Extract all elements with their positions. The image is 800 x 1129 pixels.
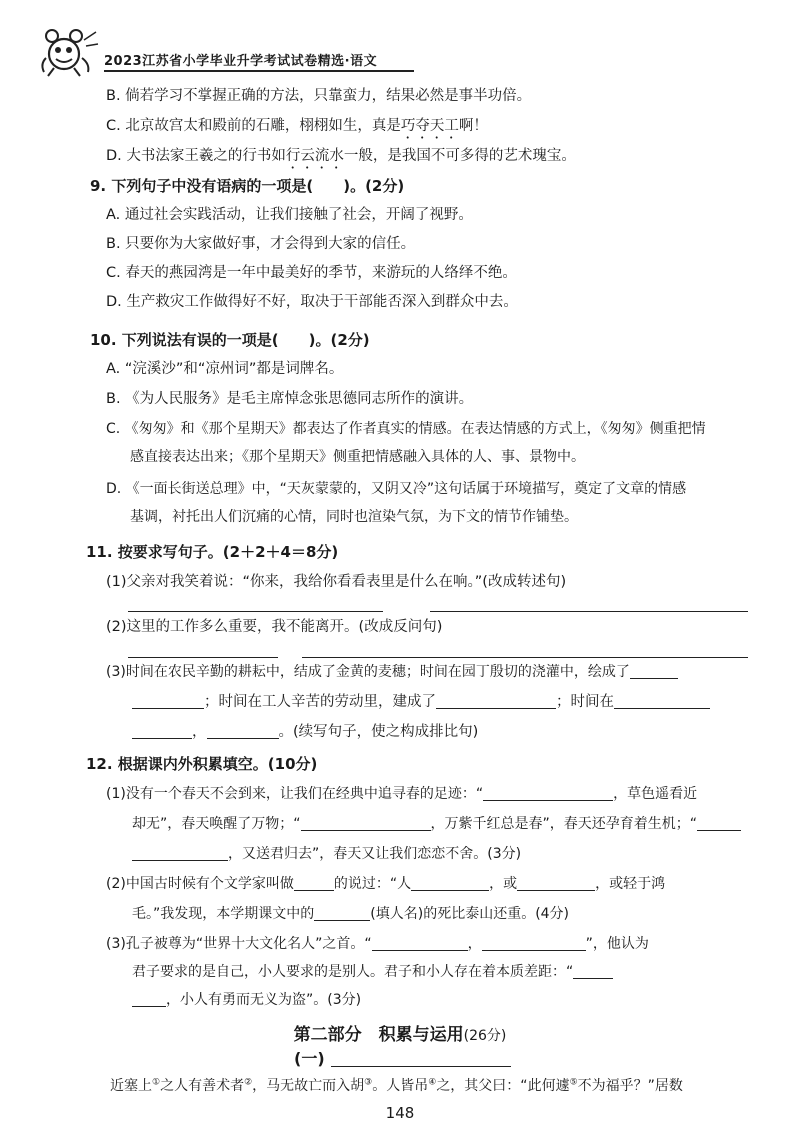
q12-part2-blank-3[interactable] <box>517 874 595 891</box>
q11-part3-line1 <box>106 662 678 682</box>
q10-option-d-line1: D. 《一面长街送总理》中，“天灰蒙蒙的，又阴又冷”这句话属于环境描写，奠定了文章的情感 <box>106 481 687 497</box>
q8-option-c-tail: 啊！ <box>458 118 488 134</box>
q11-part3-end: ；时间在 <box>556 694 614 710</box>
passage-title-blank[interactable] <box>331 1050 511 1067</box>
q12-part1-line3 <box>132 844 521 864</box>
q11-part3-blank-3[interactable] <box>614 692 710 709</box>
page-number: 148 <box>385 1104 415 1122</box>
q9-option-b: B. 只要你为大家做好事，才会得到大家的信任。 <box>106 236 416 252</box>
q11-part2-answer-line-a[interactable] <box>128 657 278 658</box>
q12-part2-line1 <box>106 874 665 894</box>
section-2-title-text: 第二部分 积累与运用 <box>293 1025 464 1045</box>
q12-part2-blank-2[interactable] <box>411 874 489 891</box>
q12-part3-tail: ”，他认为 <box>585 936 649 952</box>
q11-part1: (1)父亲对我笑着说：“你来，我给你看看表里是什么在响。”(改成转述句) <box>106 574 567 590</box>
q12-part2-blank-4[interactable] <box>314 904 370 921</box>
q11-part3-text: (3)时间在农民辛勤的耕耘中，结成了金黄的麦穗；时间在园丁殷切的浇灌中，绘成了 <box>106 664 630 680</box>
q11-part1-answer-line-b[interactable] <box>430 611 748 612</box>
q11-part1-answer-line-a[interactable] <box>128 611 383 612</box>
q12-part1-line1 <box>106 784 697 804</box>
section-2-points: (26分) <box>463 1028 507 1044</box>
q12-part1-line2-mid: ，万紫千红总是春”，春天还孕育着生机；“ <box>430 816 698 832</box>
q11-stem: 11. 按要求写句子。(2＋2＋4＝8分) <box>86 543 339 561</box>
passage-subtitle <box>294 1046 511 1069</box>
passage-text-6: 不为福乎？”居数 <box>577 1078 683 1094</box>
passage-text-2: 之人有善术者 <box>160 1078 245 1094</box>
passage-line-1 <box>110 1076 683 1096</box>
footnote-marker-2: ② <box>244 1077 253 1088</box>
q12-part2-text: (2)中国古时候有个文学家叫做 <box>106 876 294 892</box>
footnote-marker-4: ④ <box>428 1077 437 1088</box>
passage-text-4: 。人皆吊 <box>372 1078 429 1094</box>
q12-part3-blank-2[interactable] <box>482 934 586 951</box>
q12-part1-line2 <box>132 814 741 834</box>
footnote-marker-1: ① <box>152 1077 161 1088</box>
q11-part3-blank-1b[interactable] <box>132 692 204 709</box>
q12-part3-line1: (3)孔子被尊为“世界十大文化名人”之首。“ ， ”，他认为 <box>106 936 649 952</box>
q12-part3-text: (3)孔子被尊为“世界十大文化名人”之首。“ <box>106 936 372 952</box>
q12-part1-line3-text: ，又送君归去”，春天又让我们恋恋不舍。(3分) <box>228 846 522 862</box>
q8-option-c <box>106 116 488 142</box>
q10-option-d-line2: 基调，衬托出人们沉痛的心情，同时也渲染气氛，为下文的情节作铺垫。 <box>130 509 578 525</box>
header-title: 2023江苏省小学毕业升学考试试卷精选·语文 <box>104 54 378 69</box>
q12-part1-blank-3b[interactable] <box>132 844 228 861</box>
alarm-clock-mascot-icon <box>38 28 100 78</box>
footnote-marker-3: ③ <box>364 1077 373 1088</box>
q11-part3-blank-4[interactable] <box>207 722 279 739</box>
q11-part3-mid: ；时间在工人辛苦的劳动里，建成了 <box>204 694 436 710</box>
q8-option-b: B. 倘若学习不掌握正确的方法，只靠蛮力，结果必然是事半功倍。 <box>106 88 532 104</box>
page-header <box>38 28 398 78</box>
q12-part2-mid2: ，或 <box>489 876 518 892</box>
q8-option-c-emphasis: 巧夺天工 <box>400 118 459 134</box>
q8-option-d-text: D. 大书法家王羲之的行书如 <box>106 148 286 164</box>
q8-option-d-emphasis: 行云流水 <box>285 148 344 164</box>
q12-part1-blank-3[interactable] <box>697 814 741 831</box>
q11-part3-blank-1[interactable] <box>630 662 678 679</box>
q11-part2: (2)这里的工作多么重要，我不能离开。(改成反问句) <box>106 619 443 635</box>
q11-part2-answer-line-b[interactable] <box>302 657 748 658</box>
q11-part3-instruction: 。(续写句子，使之构成排比句) <box>278 724 479 740</box>
q12-part3-blank-3b[interactable] <box>132 990 166 1007</box>
q12-part1-tail: ，草色遥看近 <box>613 786 698 802</box>
q12-part3-line3 <box>132 990 361 1010</box>
q12-part2-line2 <box>132 904 569 924</box>
q12-part2-blank-1[interactable] <box>294 874 334 891</box>
q11-part3-blank-2[interactable] <box>436 692 556 709</box>
q12-part3-blank-1[interactable] <box>372 934 468 951</box>
q12-part2-line2-text: 毛。”我发现，本学期课文中的 <box>132 906 315 922</box>
footnote-marker-5: ⑤ <box>569 1077 578 1088</box>
q8-option-c-text: C. 北京故宫太和殿前的石雕，栩栩如生，真是 <box>106 118 401 134</box>
q8-option-d <box>106 146 576 172</box>
q11-part3-blank-3b[interactable] <box>132 722 192 739</box>
passage-text-1: 近塞上 <box>110 1078 152 1094</box>
q12-part2-tail: ，或轻于鸿 <box>595 876 666 892</box>
q12-part1-blank-1[interactable] <box>483 784 613 801</box>
q10-option-c-line2: 感直接表达出来；《那个星期天》侧重把情感融入具体的人、事、景物中。 <box>130 449 585 465</box>
q10-stem: 10. 下列说法有误的一项是( )。(2分) <box>90 331 370 349</box>
q11-part3-line2 <box>132 692 710 712</box>
q10-option-a: A. “浣溪沙”和“凉州词”都是词牌名。 <box>106 361 344 377</box>
q12-part1-blank-2[interactable] <box>301 814 431 831</box>
q12-part3-line3-text: ，小人有勇而无义为盗”。(3分) <box>166 992 362 1008</box>
q9-option-c: C. 春天的燕园湾是一年中最美好的季节，来游玩的人络绎不绝。 <box>106 265 517 281</box>
q12-part2-line2-tail: (填人名)的死比泰山还重。(4分) <box>370 906 570 922</box>
passage-text-5: 之，其父曰：“此何遽 <box>436 1078 570 1094</box>
q12-stem: 12. 根据课内外积累填空。(10分) <box>86 755 318 773</box>
header-rule <box>104 70 414 72</box>
q11-part3-line3: ， 。(续写句子，使之构成排比句) <box>132 722 478 742</box>
passage-text-3: ，马无故亡而入胡 <box>252 1078 365 1094</box>
q9-option-d: D. 生产救灾工作做得好不好，取决于干部能否深入到群众中去。 <box>106 294 518 310</box>
q10-option-c-line1: C. 《匆匆》和《那个星期天》都表达了作者真实的情感。在表达情感的方式上，《匆匆》侧重把情 <box>106 421 706 437</box>
passage-subtitle-label: (一) <box>294 1049 325 1068</box>
q12-part1-text: (1)没有一个春天不会到来，让我们在经典中追寻春的足迹：“ <box>106 786 484 802</box>
q12-part3-line2-text: 君子要求的是自己，小人要求的是别人。君子和小人存在着本质差距：“ <box>132 964 574 980</box>
q9-option-a: A. 通过社会实践活动，让我们接触了社会，开阔了视野。 <box>106 207 473 223</box>
q12-part3-blank-3[interactable] <box>573 962 613 979</box>
q10-option-b: B. 《为人民服务》是毛主席悼念张思德同志所作的演讲。 <box>106 391 474 407</box>
section-2-title <box>0 1020 800 1045</box>
q9-stem: 9. 下列句子中没有语病的一项是( )。(2分) <box>90 177 405 195</box>
q12-part1-line2-text: 却无”，春天唤醒了万物；“ <box>132 816 301 832</box>
q12-part2-mid1: 的说过：“人 <box>333 876 412 892</box>
q12-part3-line2 <box>132 962 613 982</box>
q8-option-d-tail: 一般，是我国不可多得的艺术瑰宝。 <box>343 148 576 164</box>
